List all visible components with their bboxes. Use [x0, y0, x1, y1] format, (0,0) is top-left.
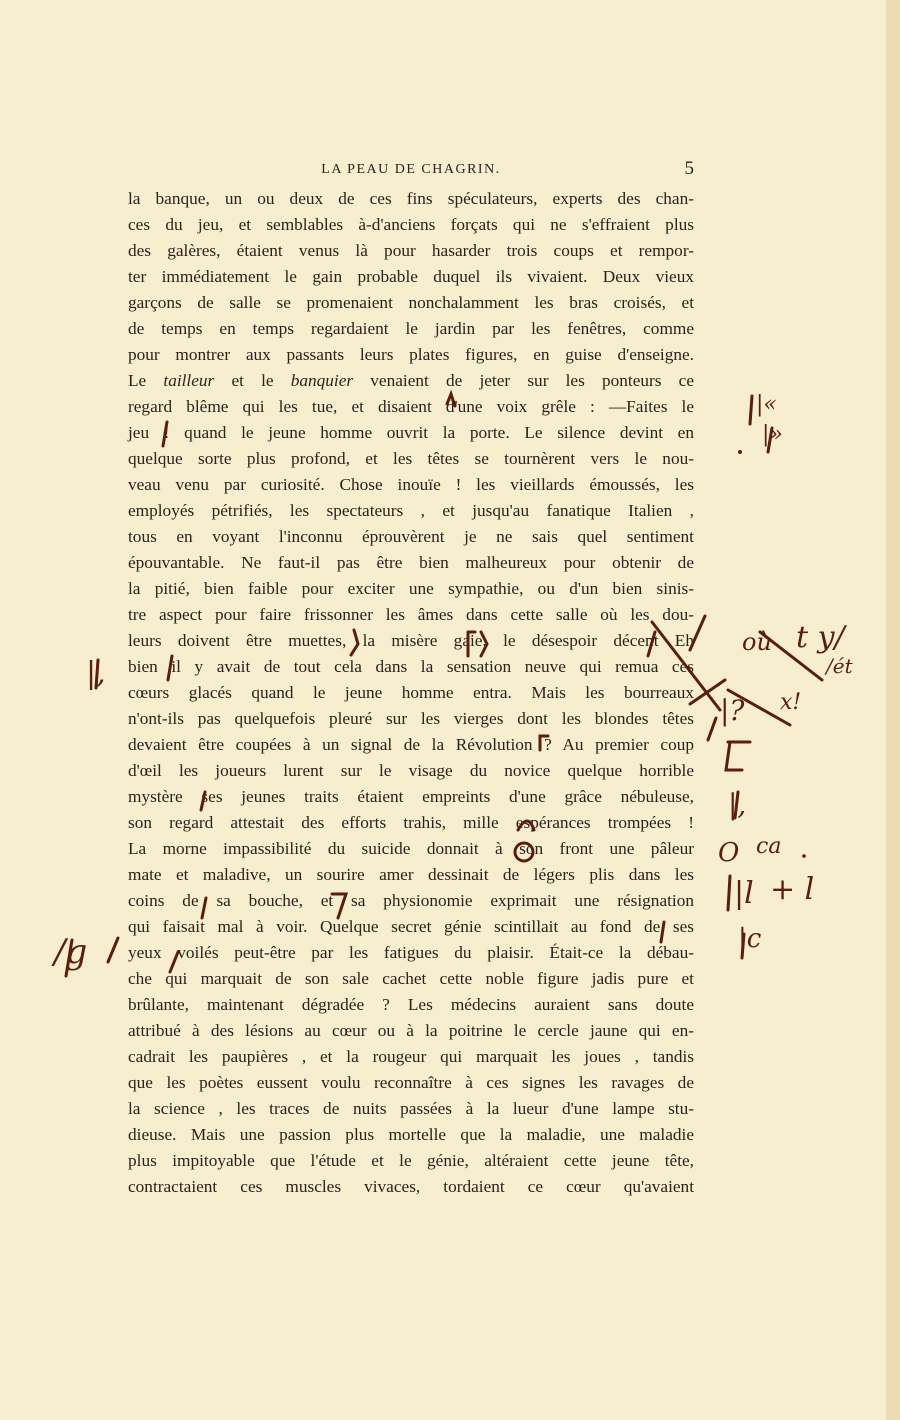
text-line: bien il y avait de tout cela dans la sensation neuve qui remua ces — [128, 657, 694, 676]
margin-mark — [726, 742, 750, 770]
text-line: contractaient ces muscles vivaces, tordaient ce cœur qu'avaient — [128, 1177, 694, 1196]
text-line: cadrait les paupières , et la rougeur qui marquait les joues , tandis — [128, 1047, 694, 1066]
text-line: mate et maladive, un sourire amer dessinait de légers plis dans les — [128, 865, 694, 884]
strike-line — [708, 718, 716, 740]
margin-annotation: O — [718, 838, 740, 868]
text-line: n'ont-ils pas quelquefois pleuré sur les vierges dont les blondes têtes — [128, 709, 694, 728]
page-number: 5 — [684, 158, 694, 179]
running-title: LA PEAU DE CHAGRIN. — [321, 162, 501, 177]
margin-annotation: |l — [734, 876, 754, 911]
text-line: d'œil les joueurs lurent sur le visage du novice quelque horrible — [128, 761, 694, 780]
text-line: pour montrer aux passants leurs plates figures, en guise d'enseigne. — [128, 345, 694, 364]
text-line: yeux voilés peut-être par les fatigues du plaisir. Était-ce la débau- — [128, 943, 694, 962]
text-line: devaient être coupées à un signal de la Révolution ? Au premier coup — [128, 735, 694, 754]
text-line: plus impitoyable que l'étude et le génie, altéraient cette jeune tête, — [128, 1151, 694, 1170]
text-line: que les poètes eussent voulu reconnaître à ces signes les ravages de — [128, 1073, 694, 1092]
text-line: dieuse. Mais une passion plus mortelle que la maladie, une maladie — [128, 1125, 694, 1144]
margin-annotation: + l — [770, 872, 815, 907]
text-line: La morne impassibilité du suicide donnait à son front une pâleur — [128, 839, 694, 858]
margin-annotation: |c — [738, 924, 762, 954]
margin-dot — [738, 450, 742, 454]
text-line: de temps en temps regardaient le jardin par les fenêtres, comme — [128, 319, 694, 338]
text-line: tous en voyant l'inconnu éprouvèrent je ne sais quel sentiment — [128, 527, 694, 546]
text-line: brûlante, maintenant dégradée ? Les médecins auraient sans doute — [128, 995, 694, 1014]
text-line: employés pétrifiés, les spectateurs , et jusqu'au fanatique Italien , — [128, 501, 694, 520]
margin-annotation: x! — [780, 690, 802, 715]
text-line: la banque, un ou deux de ces fins spéculateurs, experts des chan- — [128, 189, 694, 208]
text-line: ces du jeu, et semblables à-d'anciens forçats qui ne s'effraient plus — [128, 215, 694, 234]
text-line: attribué à des lésions au cœur ou à la poitrine le cercle jaune qui en- — [128, 1021, 694, 1040]
text-line: tre aspect pour faire frissonner les âmes dans cette salle où les dou- — [128, 605, 694, 624]
text-line: regard blême qui les tue, et disaient d'une voix grêle : —Faites le — [128, 397, 694, 416]
text-line: Le tailleur et le banquier venaient de jeter sur les ponteurs ce — [128, 371, 694, 390]
text-line: garçons de salle se promenaient nonchalamment les bras croisés, et — [128, 293, 694, 312]
text-line: qui faisait mal à voir. Quelque secret génie scintillait au fond de ses — [128, 917, 694, 936]
margin-mark — [108, 938, 118, 962]
text-line: son regard attestait des efforts trahis, mille espérances trompées ! — [128, 813, 694, 832]
text-line: coins de sa bouche, et sa physionomie exprimait une résignation — [128, 891, 694, 910]
text-line: jeu ! quand le jeune homme ouvrit la porte. Le silence devint en — [128, 423, 694, 442]
margin-annotation: ca — [756, 834, 782, 859]
text-line: veau venu par curiosité. Chose inouïe ! les vieillards émoussés, les — [128, 475, 694, 494]
page-header — [128, 158, 694, 184]
text-line: che qui marquait de son sale cachet cette noble figure jadis pure et — [128, 969, 694, 988]
text-line: cœurs glacés quand le jeune homme entra. Mais les bourreaux — [128, 683, 694, 702]
margin-annotation: /g — [54, 932, 88, 972]
body-text — [128, 186, 694, 1200]
text-line: des galères, étaient venus là pour hasarder trois coups et rempor- — [128, 241, 694, 260]
margin-annotation: /ét — [826, 654, 853, 678]
margin-annotation: où — [742, 628, 772, 656]
margin-annotation: |« — [756, 392, 777, 417]
text-line: la science , les traces de nuits passées à la lueur d'une lampe stu- — [128, 1099, 694, 1118]
text-line: ter immédiatement le gain probable duquel ils vivaient. Deux vieux — [128, 267, 694, 286]
text-line: épouvantable. Ne faut-il pas être bien malheureux pour obtenir de — [128, 553, 694, 572]
margin-dot — [802, 854, 806, 858]
margin-annotation: |» — [762, 422, 783, 447]
margin-mark — [728, 876, 730, 910]
text-line: quelque sorte plus profond, et les têtes se tournèrent vers le nou- — [128, 449, 694, 468]
margin-annotation: |, — [728, 788, 747, 821]
margin-mark — [750, 396, 752, 424]
margin-annotation: |, — [86, 656, 106, 691]
text-line: leurs doivent être muettes, la misère gaie, le désespoir décent Eh — [128, 631, 694, 650]
text-line: mystère ses jeunes traits étaient empreints d'une grâce nébuleuse, — [128, 787, 694, 806]
text-line: la pitié, bien faible pour exciter une sympathie, ou d'un bien sinis- — [128, 579, 694, 598]
margin-annotation: |? — [720, 694, 745, 727]
margin-annotation: t y/ — [796, 620, 845, 655]
